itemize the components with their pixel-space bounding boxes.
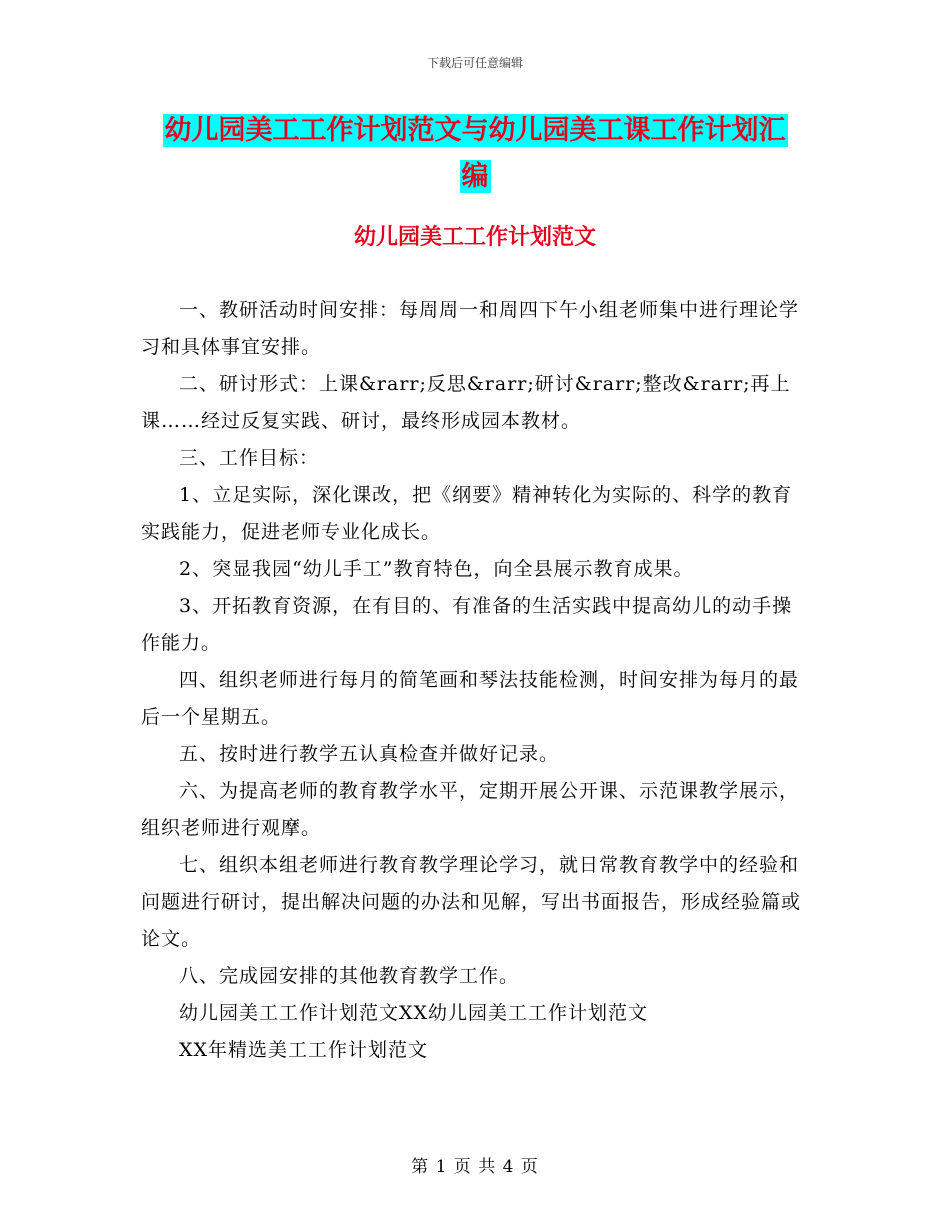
document-body	[141, 292, 809, 1069]
header-note: 下载后可任意编辑	[426, 56, 523, 70]
document-title-line1: 幼儿园美工工作计划范文与幼儿园美工课工作计划汇	[164, 115, 786, 146]
paragraph: 六、为提高老师的教育教学水平，定期开展公开课、示范课教学展示，组织老师进行观摩。	[141, 780, 800, 839]
paragraph: 3、开拓教育资源，在有目的、有准备的生活实践中提高幼儿的动手操作能力。	[141, 595, 793, 654]
document-title-line2: 编	[461, 161, 489, 192]
document-title	[143, 108, 807, 200]
paragraph: 2、突显我园“幼儿手工”教育特色，向全县展示教育成果。	[179, 558, 694, 580]
paragraph: 1、立足实际，深化课改，把《纲要》精神转化为实际的、科学的教育实践能力，促进老师专业化成长。	[141, 484, 793, 543]
paragraph: 八、完成园安排的其他教育教学工作。	[179, 965, 520, 987]
paragraph: 七、组织本组老师进行教育教学理论学习，就日常教育教学中的经验和问题进行研讨，提出解决问题的办法和见解，写出书面报告，形成经验篇或论文。	[141, 854, 802, 950]
paragraph: 三、工作目标：	[179, 447, 320, 469]
paragraph: 幼儿园美工工作计划范文XX幼儿园美工工作计划范文	[179, 1002, 649, 1024]
paragraph: 一、教研活动时间安排：每周周一和周四下午小组老师集中进行理论学习和具体事宜安排。	[141, 299, 800, 358]
paragraph: 五、按时进行教学五认真检查并做好记录。	[179, 743, 560, 765]
page-number: 第 1 页 共 4 页	[411, 1157, 539, 1177]
paragraph: 四、组织老师进行每月的简笔画和琴法技能检测，时间安排为每月的最后一个星期五。	[141, 669, 800, 728]
section-title: 幼儿园美工工作计划范文	[353, 225, 596, 250]
paragraph: XX年精选美工工作计划范文	[179, 1039, 429, 1061]
paragraph: 二、研讨形式：上课&rarr;反思&rarr;研讨&rarr;整改&rarr;再上课……经过反复实践、研讨，最终形成园本教材。	[141, 373, 791, 432]
